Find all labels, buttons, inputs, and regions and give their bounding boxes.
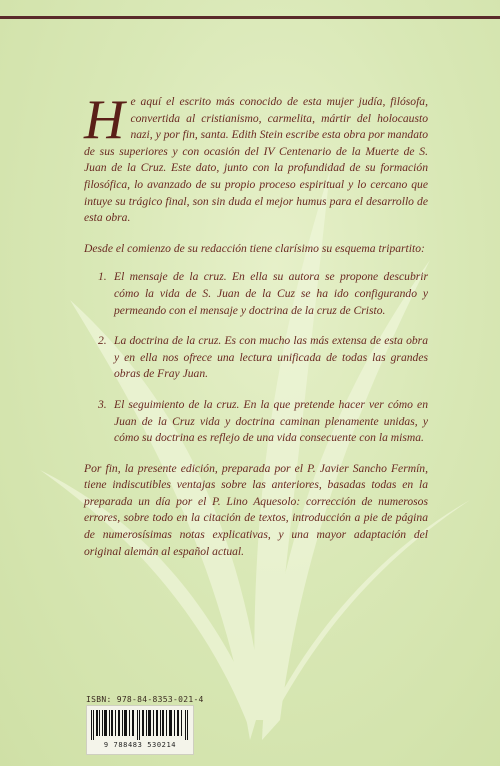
list-item-text: La doctrina de la cruz. Es con mucho las más extensa de esta obra y en ella nos ofrece una lectura unificada de todas las grandes obras de Fray Juan. [114, 334, 428, 381]
lead-paragraph: Desde el comienzo de su redacción tiene clarísimo su esquema tripartito: [84, 241, 425, 255]
list-item [84, 269, 428, 319]
drop-cap: H [84, 89, 125, 151]
list-item-number: 1. [98, 270, 107, 284]
intro-paragraph [84, 89, 429, 227]
list-item-number: 2. [98, 334, 107, 348]
list-item-text: El mensaje de la cruz. En ella su autora se propone descubrir cómo la vida de S. Juan de la Cuz se ha ido configurando y permeando con el mensaje y doctrina de la cruz de Cristo. [114, 270, 428, 317]
list-item-number: 3. [98, 397, 107, 411]
list-item [84, 397, 428, 447]
tripartite-list [84, 269, 428, 446]
back-cover-text [84, 89, 429, 560]
isbn-label: ISBN: 978-84-8353-021-4 [86, 695, 204, 704]
list-item-text: El seguimiento de la cruz. En la que pretende hacer ver cómo en Juan de la Cruz vida y doctrina caminan plenamente unidas, y cómo su doctrina es reflejo de una vida consecuente con la misma. [114, 397, 428, 445]
intro-text: e aquí el escrito más conocido de esta mujer judía, filósofa, convertida al cristianismo, carmelita, mártir del holocausto nazi, y por fin, santa. Edith Stein escribe esta obra por mandato de sus superiores y con ocasión del IV Centenario de la Muerte de S. Juan de la Cruz. Este dato, junto con la profundidad de su formación filosófica, lo avanzado de su propio proceso espiritual y lo cercano que intuye su trágico final, son sin duda el mejor humus para el desarrollo de esta obra. [84, 95, 429, 225]
barcode-bars-icon [91, 710, 189, 740]
barcode [86, 705, 194, 755]
list-item [84, 333, 428, 383]
closing-paragraph: Por fin, la presente edición, preparada por el P. Javier Sancho Fermín, tiene indiscutibles ventajas sobre las anteriores, basadas todas en la preparada un día por el P. Lino Aquesolo: corrección de numerosos errores, sobre todo en la citación de textos, introducción a pie de página de numerosísimas notas explicativas, y una mayor adaptación del original alemán al español actual. [84, 461, 428, 558]
barcode-digits: 9 788483 530214 [103, 741, 177, 749]
